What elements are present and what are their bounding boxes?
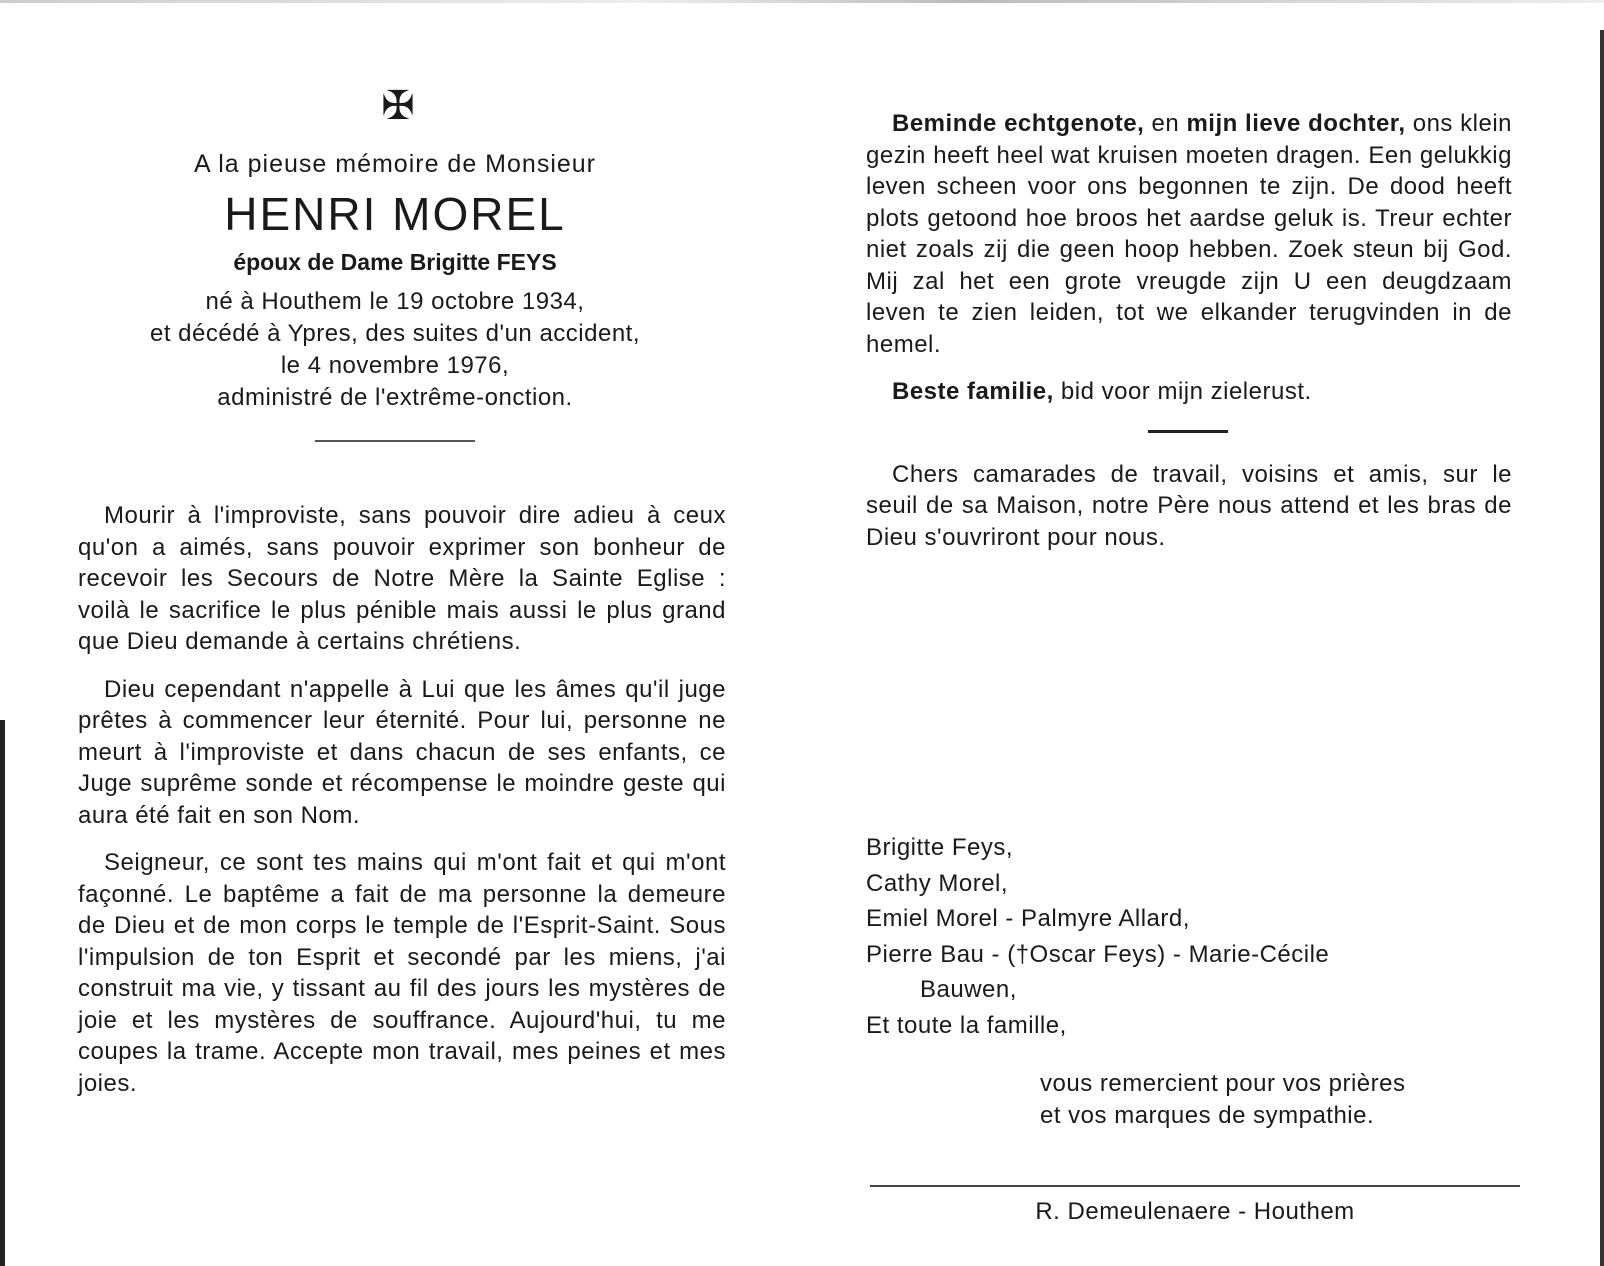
paragraph: Dieu cependant n'appelle à Lui que les âmes qu'il juge prêtes à commencer leur éternité. Pour lui, personne ne meurt à l'improviste et dans chacun de ses enfants, ce Juge suprême sonde et récompense le moindre geste qui aura été fait en son Nom. — [78, 675, 726, 829]
sacrament-line: administré de l'extrême-onction. — [217, 384, 573, 411]
family-member: Bauwen, — [920, 976, 1017, 1003]
bold-phrase: Beminde echtgenote, — [892, 110, 1145, 137]
divider — [1148, 430, 1228, 433]
birth-line: né à Houthem le 19 octobre 1934, — [205, 288, 585, 315]
deceased-name: HENRI MOREL — [224, 188, 566, 240]
spouse-line: époux de Dame Brigitte FEYS — [233, 249, 557, 275]
family-member: Brigitte Feys, — [866, 834, 1014, 861]
paragraph: Mourir à l'improviste, sans pouvoir dire adieu à ceux qu'on a aimés, sans pouvoir exprimer son bonheur de recevoir les Secours de Notre Mère la Sainte Eglise : voilà le sacrifice le plus pénible mais aussi le plus grand que Dieu demande à certains chrétiens. — [78, 502, 726, 655]
right-text-column — [866, 108, 1512, 569]
bold-phrase: Beste familie, — [892, 378, 1054, 405]
family-member: Cathy Morel, — [866, 869, 1009, 897]
top-edge — [0, 0, 1604, 3]
family-member: Emiel Morel - Palmyre Allard, — [866, 905, 1190, 932]
printer-credit: R. Demeulenaere - Houthem — [1035, 1198, 1355, 1225]
family-member: Pierre Bau - (†Oscar Feys) - Marie-Cécile — [866, 940, 1330, 968]
text-fragment: bid voor mijn zielerust. — [1053, 378, 1312, 405]
death-line: et décédé à Ypres, des suites d'un accident, — [150, 320, 640, 347]
bold-phrase: mijn lieve dochter, — [1186, 110, 1406, 137]
death-date-line: le 4 novembre 1976, — [280, 352, 510, 379]
divider — [315, 440, 475, 442]
cross-icon: ✠ — [381, 83, 415, 129]
thanks-block — [1040, 1068, 1520, 1132]
colleagues-paragraph: Chers camarades de travail, voisins et amis, sur le seuil de sa Maison, notre Père nous attend et les bras de Dieu s'ouvriront pour nous. — [866, 460, 1512, 551]
memory-line: A la pieuse mémoire de Monsieur — [193, 150, 597, 178]
paragraph: Seigneur, ce sont tes mains qui m'ont fait et qui m'ont façonné. Le baptême a fait de ma personne la demeure de Dieu et de mon corps le temple de l'Esprit-Saint. Sous l'impulsion de ton Esprit et secondé par les miens, j'ai construit ma vie, y tissant au fil des jours les mystères de joie et les mystères de souffrance. Aujourd'hui, tu me coupes la trame. Accepte mon travail, mes peines et mes joies. — [78, 849, 726, 1097]
scan-edge-left — [0, 720, 5, 1266]
memorial-header — [70, 150, 720, 442]
text-fragment: ons klein gezin heeft heel wat kruisen moeten dragen. Een gelukkig leven scheen voor ons begonnen te zijn. De dood heeft plots getoond hoe broos het aardse geluk is. Treur echter niet zoals zij die geen hoop hebben. Zoek steun bij God. Mij zal het een grote vreugde zijn U een deugdzaam leven te zien leiden, tot we elkander terugvinden in de hemel. — [866, 110, 1513, 358]
text-fragment: en — [1144, 110, 1187, 137]
thanks-line: et vos marques de sympathie. — [1040, 1102, 1375, 1129]
left-text-column — [78, 500, 726, 1115]
divider — [870, 1185, 1520, 1187]
thanks-line: vous remercient pour vos prières — [1040, 1070, 1406, 1097]
family-prayer — [866, 376, 1512, 408]
scan-edge-right — [1600, 30, 1604, 1266]
family-member: Et toute la famille, — [866, 1011, 1067, 1039]
dutch-message — [866, 108, 1512, 360]
family-list — [866, 830, 1506, 1043]
